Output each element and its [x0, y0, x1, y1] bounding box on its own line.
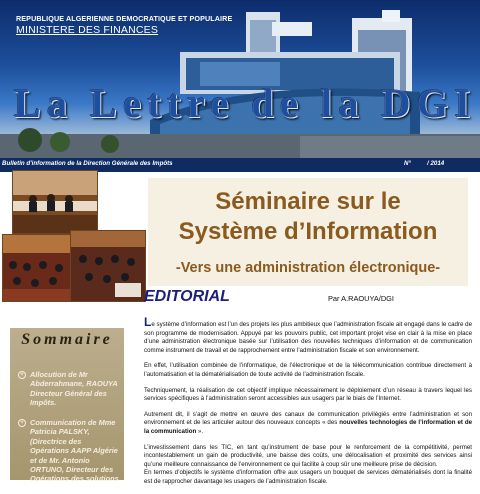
- paragraph-text: Autrement dit, il s’agit de mettre en œuvre des canaux de communication privilégiés entre l’administration et son environnement et de les articuler autour des nouveaux concepts « des: [144, 410, 472, 427]
- seminar-title-line1: Séminaire sur le: [215, 188, 401, 215]
- seminar-photo-panel: [12, 170, 98, 234]
- editorial-heading: EDITORIAL: [144, 288, 230, 305]
- header-banner: [0, 0, 480, 172]
- seminar-title-line2: Système d’Information: [178, 218, 438, 245]
- bullet-icon: +: [18, 371, 26, 379]
- sommaire-title: Sommaire: [21, 331, 113, 348]
- editorial-paragraph: En termes d’objectifs le système d’information offre aux usagers un bouquet de services dématérialisés dont la finalité est de rapprocher davantage les usagers de l’administration fiscale.: [144, 469, 472, 485]
- republic-label: REPUBLIQUE ALGERIENNE DEMOCRATIQUE ET POPULAIRE: [16, 14, 233, 23]
- issue-number: N°: [404, 160, 411, 167]
- sommaire-item-label: Allocution de Mr Abderrahmane, RAOUYA Directeur Général des Impôts.: [30, 370, 118, 408]
- masthead-title: La Lettre de la DGI: [14, 81, 477, 126]
- sommaire-item[interactable]: [18, 370, 120, 408]
- seminar-subtitle: -Vers une administration électronique-: [175, 260, 441, 276]
- emphasis-text: nouvelles technologies de l’information et de la communication: [144, 419, 473, 435]
- editorial-paragraph: [144, 315, 472, 355]
- issue-date: / 2014: [427, 160, 445, 167]
- bulletin-subtitle: Bulletin d'information de la Direction Générale des Impôts: [2, 160, 173, 167]
- editorial-paragraph: L’investissement dans les TIC, en tant qu’instrument de base pour le renforcement de la compétitivité, permet incontestablement un gain de productivité, une baisse des coûts, une délocalisation et proximité des services ainsi qu’une meilleure connaissance de l’environnement ce qui facilite à coup sûr une meilleure prise de décision.: [144, 443, 472, 468]
- sommaire-box: [10, 328, 124, 484]
- audience-photo: [2, 234, 76, 302]
- editorial-paragraph: [144, 411, 472, 437]
- editorial-author: Par A.RAOUYA/DGI: [328, 294, 394, 303]
- sommaire-item-label: Communication de Mme Patricia PALSKY, (Directrice des Opérations AAPP Algérie et de Mr. Antonio ORTUNO, Directeur des Opérations des solutions: [30, 418, 119, 484]
- paragraph-text: e système d’information est l’un des projets les plus ambitieux que l’administration fiscale ait engagé dans le cadre de son programme de modernisation. Appuyé par les pouvoirs public, cet important projet vise en clair à la mise en place d’une administration électronique basée sur l’utilisation des nouvelles techniques d’information et de communication comme instrument de travail et de rapprochement entre l’administration fiscale et son environnement.: [144, 321, 472, 354]
- audience-photo-2: [70, 230, 146, 302]
- editorial-paragraph: En effet, l’utilisation combinée de l’informatique, de l’électronique et de la télécommunication contribue directement à l’automatisation et la dématérialisation de toute activité de l’administration fiscale.: [144, 362, 472, 378]
- ministry-label: MINISTERE DES FINANCES: [16, 24, 159, 36]
- editorial-body: [144, 315, 473, 494]
- paragraph-text: ».: [196, 427, 204, 435]
- editorial-paragraph: Techniquement, la réalisation de cet objectif implique nécessairement le déploiement d’un réseau à travers lequel les services spécifiques à l’administration seront accessibles aux usagers par le biais de l’Internet.: [144, 386, 472, 403]
- bullet-icon: +: [18, 419, 26, 427]
- sommaire-item[interactable]: [18, 418, 120, 484]
- drop-cap: L: [144, 315, 152, 329]
- seminar-title-box: [148, 178, 468, 286]
